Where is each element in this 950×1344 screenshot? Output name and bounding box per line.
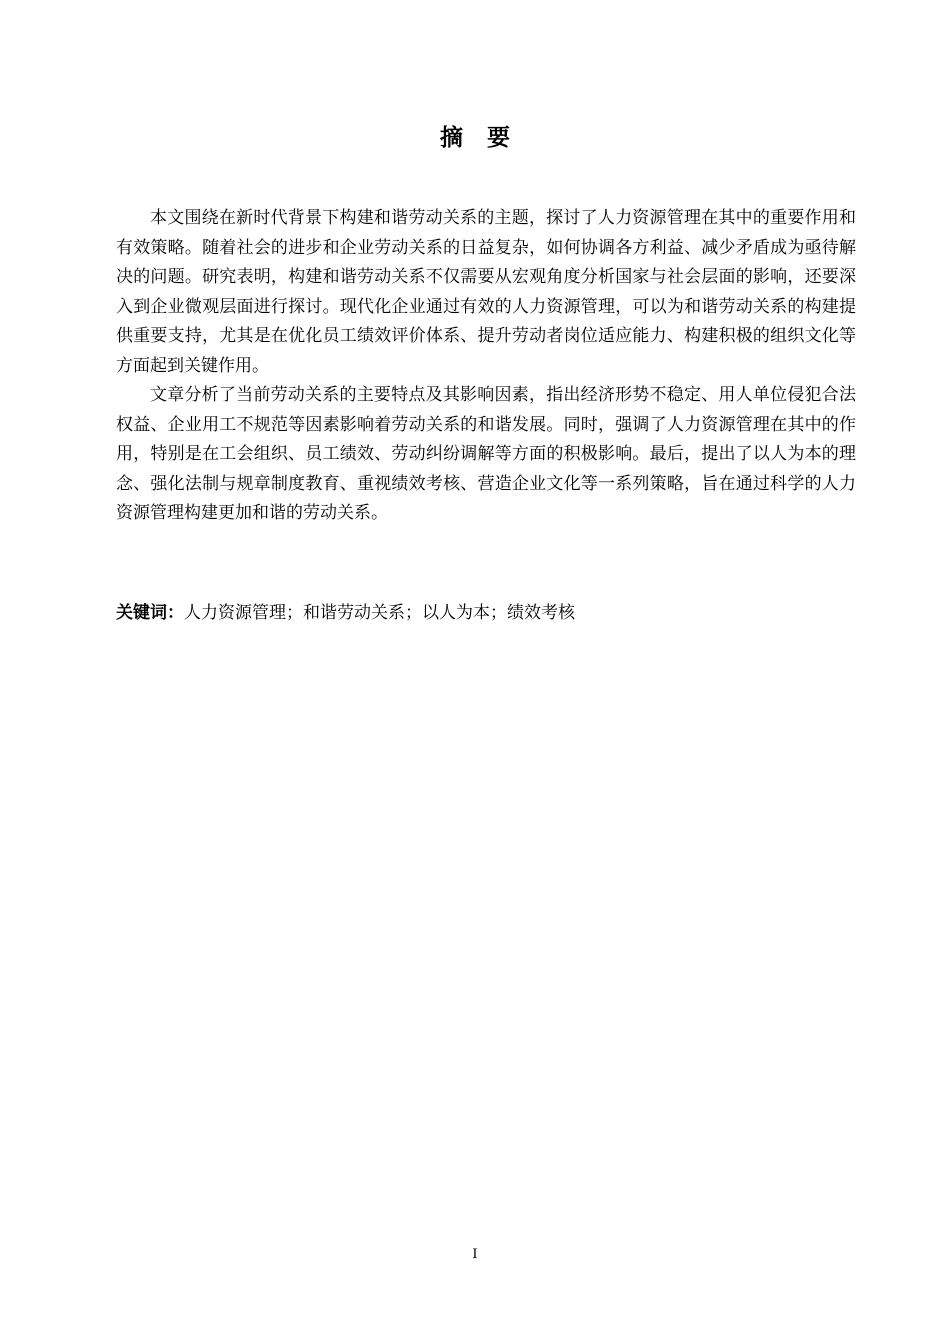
abstract-paragraph-1: 本文围绕在新时代背景下构建和谐劳动关系的主题，探讨了人力资源管理在其中的重要作用和有效策略。随着社会的进步和企业劳动关系的日益复杂，如何协调各方利益、减少矛盾成为亟待解决的问题。研究表明，构建和谐劳动关系不仅需要从宏观角度分析国家与社会层面的影响，还要深入到企业微观层面进行探讨。现代化企业通过有效的人力资源管理，可以为和谐劳动关系的构建提供重要支持，尤其是在优化员工绩效评价体系、提升劳动者岗位适应能力、构建积极的组织文化等方面起到关键作用。 (116, 208, 856, 376)
keywords-line (116, 598, 856, 628)
keywords-text: 人力资源管理；和谐劳动关系；以人为本；绩效考核 (184, 603, 575, 623)
keywords-label: 关键词： (116, 603, 184, 623)
page-number: I (472, 1247, 478, 1262)
abstract-paragraph-2: 文章分析了当前劳动关系的主要特点及其影响因素，指出经济形势不稳定、用人单位侵犯合法权益、企业用工不规范等因素影响着劳动关系的和谐发展。同时，强调了人力资源管理在其中的作用，特别是在工会组织、员工绩效、劳动纠纷调解等方面的积极影响。最后，提出了以人为本的理念、强化法制与规章制度教育、重视绩效考核、营造企业文化等一系列策略，旨在通过科学的人力资源管理构建更加和谐的劳动关系。 (116, 385, 856, 523)
abstract-title: 摘要 (440, 125, 534, 151)
abstract-body (116, 204, 856, 529)
